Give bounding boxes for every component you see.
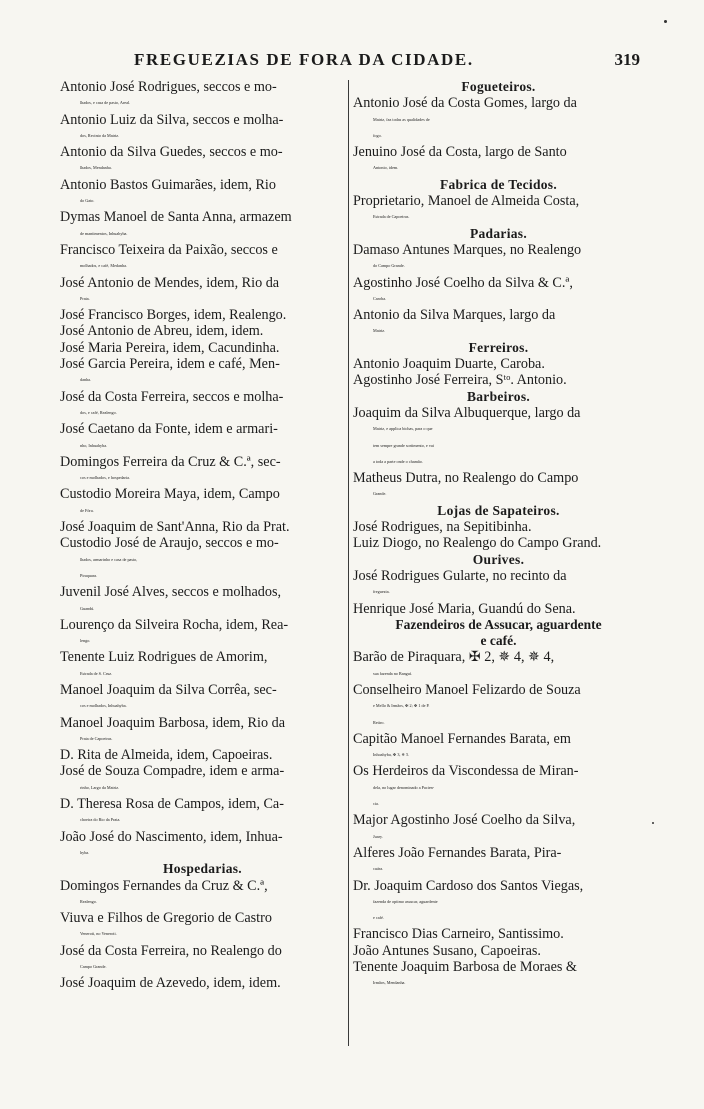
- entry-line: lhados, Mendanha.: [80, 165, 112, 171]
- entry-line: lhados, e casa de pasto, Areal.: [80, 100, 131, 106]
- left-column-entry: [60, 763, 345, 796]
- entry-line: Antonio da Silva Guedes, seccos e mo-: [60, 144, 283, 161]
- right-column-section-heading: e café.: [480, 633, 517, 649]
- entry-line: Major Agostinho José Coelho da Silva,: [353, 812, 576, 829]
- right-column-section-heading: Fabrica de Tecidos.: [439, 176, 558, 192]
- right-column-section-heading: Ferreiros.: [468, 339, 529, 355]
- entry-line: Prata.: [80, 295, 90, 301]
- entry-line: do Campo Grande.: [373, 263, 405, 269]
- left-column-entry: [60, 421, 345, 454]
- right-column-entry: [353, 356, 644, 372]
- entry-line: Manoel Joaquim Barbosa, idem, Rio da: [60, 714, 285, 731]
- left-column-entry: [60, 486, 345, 519]
- entry-line: Antonio Bastos Guimarães, idem, Rio: [60, 176, 276, 193]
- entry-line: Domingos Ferreira da Cruz & C.ª, sec-: [60, 453, 281, 470]
- left-column-entry: [60, 829, 345, 862]
- left-column-entry: [60, 715, 345, 748]
- entry-line: Antonio, idem.: [373, 165, 399, 171]
- entry-line: sua fazenda no Banguí.: [373, 670, 413, 676]
- left-column-entry: [60, 144, 345, 177]
- ink-speck: [664, 20, 667, 23]
- entry-line: Irmãos, Mendanha.: [373, 980, 406, 986]
- left-column-entry: [60, 796, 345, 829]
- left-column-entry: [60, 323, 345, 339]
- entry-line: Caroba.: [373, 295, 387, 301]
- entry-line: Jenuino José da Costa, largo de Santo: [353, 144, 567, 161]
- entry-line: Retiro.: [373, 719, 385, 725]
- left-column-section-heading: Hospedarias.: [163, 861, 242, 877]
- entry-line: Luiz Diogo, no Realengo do Campo Grand.: [353, 535, 602, 552]
- entry-line: José Garcia Pereira, idem e café, Men-: [60, 356, 280, 373]
- entry-line: José da Costa Ferreira, seccos e molha-: [60, 388, 284, 405]
- entry-line: de Fóra.: [80, 507, 94, 513]
- left-column-entry: [60, 878, 345, 911]
- entry-line: Matriz, e applica bichas, para o que: [373, 426, 433, 432]
- entry-line: Joaquim da Silva Albuquerque, largo da: [353, 404, 581, 421]
- entry-line: dos, e café, Realengo.: [80, 409, 117, 415]
- right-column-section-heading: Ourives.: [472, 551, 525, 567]
- right-column-section-heading: Fazendeiros de Assucar, aguardente: [395, 616, 602, 632]
- entry-line: e café.: [373, 915, 384, 921]
- left-column: [60, 79, 345, 992]
- entry-line: José Rodrigues, na Sepitibinha.: [353, 519, 532, 536]
- left-column-entry: [60, 975, 345, 991]
- entry-line: José Maria Pereira, idem, Cacundinha.: [60, 339, 280, 356]
- entry-line: Matheus Dutra, no Realengo do Campo: [353, 470, 579, 487]
- left-column-entry: [60, 617, 345, 650]
- entry-line: Dr. Joaquim Cardoso dos Santos Viegas,: [353, 877, 584, 894]
- entry-line: nho, Inhuahyba.: [80, 442, 108, 448]
- entry-line: dos, Recinto da Matriz.: [80, 132, 120, 138]
- entry-line: Antonio Luiz da Silva, seccos e molha-: [60, 111, 284, 128]
- entry-line: Capitão Manoel Fernandes Barata, em: [353, 730, 571, 747]
- entry-line: danha.: [80, 377, 92, 383]
- right-column-entry: [353, 649, 644, 682]
- left-column-entry: [60, 535, 345, 584]
- entry-line: Custodio José de Araujo, seccos e mo-: [60, 535, 279, 552]
- right-column-entry: [353, 682, 644, 731]
- entry-line: José de Souza Compadre, idem e arma-: [60, 763, 285, 780]
- right-column-entry: [353, 878, 644, 927]
- left-column-entry: [60, 79, 345, 112]
- entry-line: Grande.: [373, 491, 387, 497]
- entry-line: cos e molhados, e hospedaria.: [80, 475, 131, 481]
- entry-line: Antonio José da Costa Gomes, largo da: [353, 95, 577, 112]
- entry-line: Os Herdeiros da Viscondessa de Miran-: [353, 763, 579, 780]
- entry-line: Estrada de Capoeiras.: [373, 214, 410, 220]
- right-column-entry: [353, 731, 644, 764]
- right-column-entry: [353, 372, 644, 388]
- page-title: FREGUEZIAS DE FORA DA CIDADE.: [134, 50, 474, 69]
- entry-line: Tenente Luiz Rodrigues de Amorim,: [60, 649, 268, 666]
- left-column-entry: [60, 454, 345, 487]
- entry-line: Tenente Joaquim Barbosa de Moraes &: [353, 959, 577, 976]
- right-column-entry: [353, 242, 644, 275]
- right-column-entry: [353, 812, 644, 845]
- entry-line: lhados, armarinho e casa de pasto,: [80, 556, 138, 562]
- right-column-entry: [353, 193, 644, 226]
- entry-line: lengo.: [80, 638, 91, 644]
- entry-line: Antonio Joaquim Duarte, Caroba.: [353, 356, 545, 373]
- entry-line: José Rodrigues Gularte, no recinto da: [353, 567, 567, 584]
- entry-line: Francisco Teixeira da Paixão, seccos e: [60, 241, 278, 258]
- entry-line: freguezia.: [373, 589, 390, 595]
- left-column-entry: [60, 307, 345, 323]
- left-column-entry: [60, 356, 345, 389]
- entry-line: Guandú.: [80, 605, 95, 611]
- entry-line: Proprietario, Manoel de Almeida Costa,: [353, 193, 580, 210]
- entry-line: molhados, e café, Medanha.: [80, 263, 127, 269]
- entry-line: hyba.: [80, 849, 90, 855]
- right-column-entry: [353, 470, 644, 503]
- entry-line: Matriz, faz todas as qualidades de: [373, 116, 430, 122]
- left-column-entry: [60, 112, 345, 145]
- entry-line: Juary.: [373, 833, 383, 839]
- entry-line: José Joaquim de Azevedo, idem, idem.: [60, 975, 281, 992]
- right-column-entry: [353, 519, 644, 535]
- entry-line: Manoel Joaquim da Silva Corrêa, sec-: [60, 681, 277, 698]
- entry-line: Lourenço da Silveira Rocha, idem, Rea-: [60, 616, 289, 633]
- right-column-entry: [353, 95, 644, 144]
- left-column-entry: [60, 340, 345, 356]
- page-header: [60, 50, 640, 74]
- entry-line: fogo.: [373, 132, 382, 138]
- left-column-entry: [60, 519, 345, 535]
- entry-line: Matriz.: [373, 328, 386, 334]
- right-column-entry: [353, 307, 644, 340]
- right-column-entry: [353, 535, 644, 551]
- entry-line: José da Costa Ferreira, no Realengo do: [60, 942, 282, 959]
- entry-line: de mantimentos, Inhuahyba.: [80, 230, 128, 236]
- entry-line: Antonio da Silva Marques, largo da: [353, 307, 556, 324]
- entry-line: choeira do Rio da Prata.: [80, 817, 121, 823]
- entry-line: Domingos Fernandes da Cruz & C.ª,: [60, 877, 268, 894]
- left-column-entry: [60, 584, 345, 617]
- entry-line: cos e molhados, Inhuahyba.: [80, 703, 127, 709]
- entry-line: e Mello & Irmãos, ✠ 2; ✠ 1 de P.: [373, 703, 430, 709]
- right-column-entry: [353, 275, 644, 308]
- right-column: [353, 79, 644, 992]
- left-column-entry: [60, 275, 345, 308]
- entry-line: Alferes João Fernandes Barata, Pira-: [353, 844, 562, 861]
- entry-line: Antonio José Rodrigues, seccos e mo-: [60, 79, 277, 95]
- entry-line: Piraquara.: [80, 572, 98, 578]
- right-column-entry: [353, 144, 644, 177]
- entry-line: Realengo.: [80, 898, 97, 904]
- right-column-entry: [353, 959, 644, 992]
- page-number: 319: [614, 50, 640, 69]
- entry-line: João José do Nascimento, idem, Inhua-: [60, 828, 283, 845]
- entry-line: Juvenil José Alves, seccos e molhados,: [60, 584, 282, 601]
- right-column-section-heading: Barbeiros.: [466, 388, 531, 404]
- right-column-section-heading: Padarias.: [469, 225, 528, 241]
- entry-line: Dymas Manoel de Santa Anna, armazem: [60, 209, 292, 226]
- right-column-entry: [353, 405, 644, 470]
- entry-line: Damaso Antunes Marques, no Realengo: [353, 241, 582, 258]
- entry-line: Prata de Capoeiras.: [80, 735, 113, 741]
- right-column-entry: [353, 568, 644, 601]
- entry-line: rinho, Largo da Matriz.: [80, 784, 120, 790]
- entry-line: a toda a parte onde o chamão.: [373, 458, 423, 464]
- entry-line: José Caetano da Fonte, idem e armari-: [60, 421, 278, 438]
- left-column-entry: [60, 242, 345, 275]
- left-column-entry: [60, 747, 345, 763]
- ink-speck: [652, 822, 654, 824]
- entry-line: D. Theresa Rosa de Campos, idem, Ca-: [60, 796, 284, 813]
- right-column-section-heading: Fogueteiros.: [461, 79, 536, 94]
- entry-line: Francisco Dias Carneiro, Santissimo.: [353, 926, 564, 943]
- entry-line: D. Rita de Almeida, idem, Capoeiras.: [60, 747, 273, 764]
- entry-line: Agostinho José Ferreira, Sᵗᵒ. Antonio.: [353, 372, 567, 389]
- right-column-entry: [353, 926, 644, 942]
- entry-line: do Gato.: [80, 198, 95, 204]
- entry-line: Agostinho José Coelho da Silva & C.ª,: [353, 274, 573, 291]
- right-column-entry: [353, 943, 644, 959]
- entry-line: João Antunes Susano, Capoeiras.: [353, 942, 541, 959]
- entry-line: José Antonio de Abreu, idem, idem.: [60, 323, 264, 340]
- right-column-section-heading: Lojas de Sapateiros.: [437, 502, 560, 518]
- entry-line: Henrique José Maria, Guandú do Sena.: [353, 600, 576, 617]
- entry-line: Barão de Piraquara, ✠ 2, ✵ 4, ✵ 4,: [353, 649, 555, 666]
- entry-line: fazenda de optimo assucar, aguardente: [373, 898, 438, 904]
- entry-line: cuára.: [373, 866, 384, 872]
- entry-line: José Joaquim de Sant'Anna, Rio da Prat.: [60, 519, 290, 536]
- entry-line: dela, no lugar denominado a Pacien-: [373, 784, 435, 790]
- entry-line: Estrada de S. Cruz.: [80, 670, 113, 676]
- entry-line: José Antonio de Mendes, idem, Rio da: [60, 274, 280, 291]
- entry-line: Campo Grande.: [80, 964, 107, 970]
- entry-line: tem sempre grande sortimento, e vai: [373, 442, 434, 448]
- right-column-entry: [353, 601, 644, 617]
- right-column-entry: [353, 763, 644, 812]
- entry-line: cia.: [373, 801, 379, 807]
- entry-line: José Francisco Borges, idem, Realengo.: [60, 307, 287, 324]
- column-divider: [348, 80, 349, 1046]
- right-column-entry: [353, 845, 644, 878]
- left-column-entry: [60, 389, 345, 422]
- entry-line: Custodio Moreira Maya, idem, Campo: [60, 486, 280, 503]
- left-column-entry: [60, 943, 345, 976]
- left-column-entry: [60, 209, 345, 242]
- left-column-entry: [60, 682, 345, 715]
- entry-line: Inhoahyba, ✠ 3, ✵ 5.: [373, 752, 410, 758]
- entry-line: Conselheiro Manoel Felizardo de Souza: [353, 681, 581, 698]
- entry-line: Veneroti, no Veneroti.: [80, 931, 117, 937]
- left-column-entry: [60, 177, 345, 210]
- entry-line: Viuva e Filhos de Gregorio de Castro: [60, 910, 272, 927]
- left-column-entry: [60, 910, 345, 943]
- left-column-entry: [60, 649, 345, 682]
